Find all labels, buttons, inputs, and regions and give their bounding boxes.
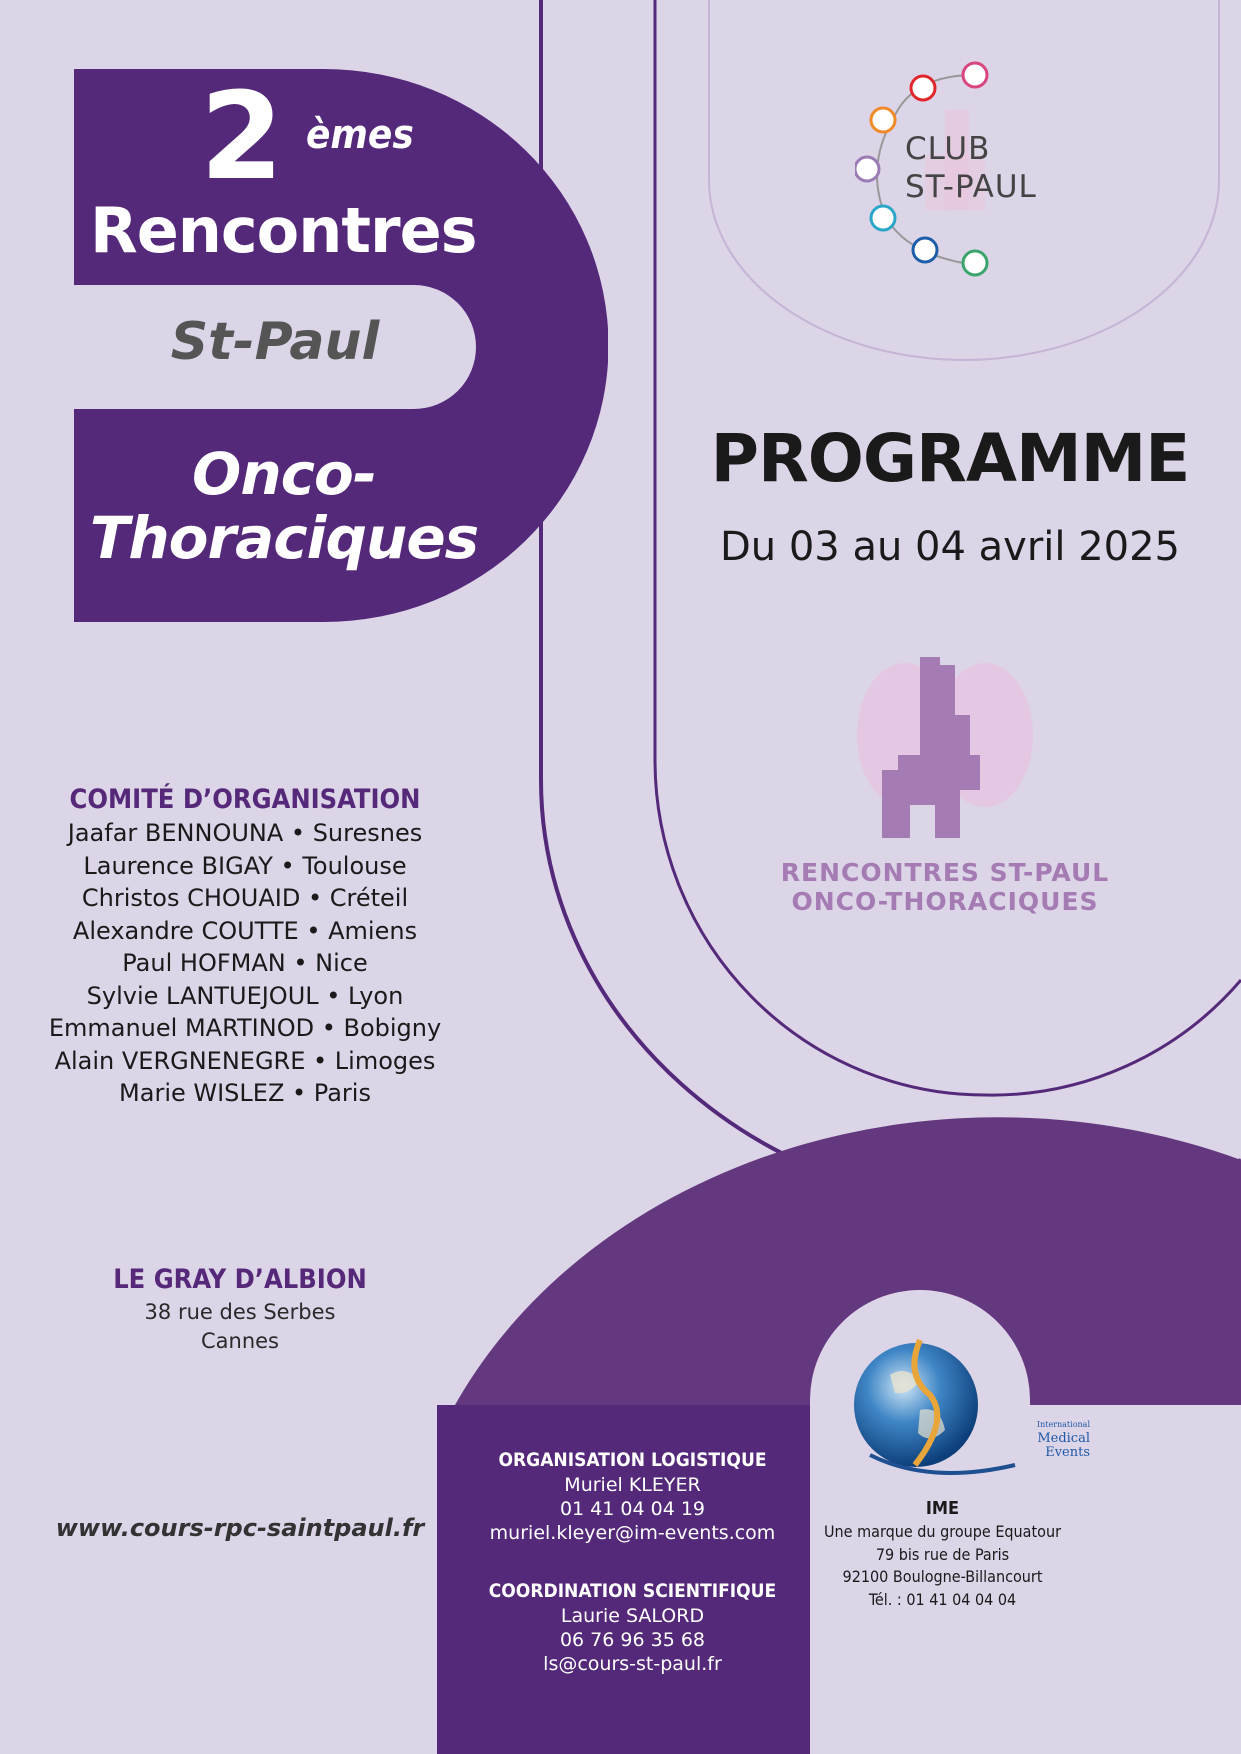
- comite-member: Christos CHOUAID • Créteil: [81, 884, 409, 912]
- ime-line4: Tél. : 01 41 04 04 04: [868, 1589, 1017, 1609]
- comite-member: Jaafar BENNOUNA • Suresnes: [67, 819, 423, 847]
- comite-member: Marie WISLEZ • Paris: [119, 1079, 371, 1107]
- event-logo-line2: ONCO-THORACIQUES: [791, 887, 1099, 916]
- programme-title: PROGRAMME: [710, 420, 1190, 497]
- ime-address: [810, 1497, 1075, 1611]
- ime-line1: Une marque du groupe Equatour: [824, 1522, 1061, 1541]
- stomach-icon: [963, 63, 987, 87]
- title-onco-thoraciques: [74, 442, 494, 570]
- comite-member: Sylvie LANTUEJOUL • Lyon: [86, 981, 404, 1010]
- venue: [40, 1262, 440, 1356]
- club-name: [905, 130, 1037, 206]
- brain-icon: [913, 238, 937, 262]
- venue-city: Cannes: [200, 1329, 279, 1353]
- globe-icon: [850, 1335, 1025, 1485]
- wave-icon: [963, 251, 987, 275]
- comite-member: Laurence BIGAY • Toulouse: [83, 851, 407, 880]
- coordination-email[interactable]: ls@cours-st-paul.fr: [543, 1653, 722, 1675]
- ime-logo-text: [960, 1418, 1090, 1460]
- comite-member: Alain VERGNENEGRE • Limoges: [54, 1046, 436, 1075]
- club-line1: CLUB: [905, 131, 991, 167]
- logistique-title: ORGANISATION LOGISTIQUE: [498, 1449, 767, 1471]
- coordination-phone: 06 76 96 35 68: [559, 1629, 706, 1651]
- liver-icon: [871, 206, 895, 230]
- blood-drop-icon: [911, 76, 935, 100]
- title-st-paul: St-Paul: [170, 312, 380, 372]
- ime-logo-line3: Events: [1045, 1445, 1090, 1460]
- title-rencontres: Rencontres: [90, 194, 477, 267]
- ime-title: IME: [925, 1498, 960, 1519]
- comite-member: Alexandre COUTTE • Amiens: [72, 916, 418, 945]
- breast-icon: [871, 108, 895, 132]
- programme-date: Du 03 au 04 avril 2025: [719, 524, 1181, 570]
- ime-line3: 92100 Boulogne-Billancourt: [842, 1567, 1043, 1586]
- coordination-title: COORDINATION SCIENTIFIQUE: [488, 1580, 777, 1602]
- lung-icon: [855, 157, 879, 181]
- comite-member: Emmanuel MARTINOD • Bobigny: [48, 1014, 442, 1042]
- venue-street: 38 rue des Serbes: [144, 1300, 336, 1324]
- logistique-email[interactable]: muriel.kleyer@im-events.com: [489, 1522, 776, 1544]
- logistique-name: Muriel KLEYER: [564, 1474, 701, 1496]
- logistique-phone: 01 41 04 04 19: [559, 1498, 706, 1520]
- ime-logo-line1: International: [1036, 1420, 1090, 1429]
- venue-name: LE GRAY D’ALBION: [113, 1264, 367, 1295]
- comite-title: COMITÉ D’ORGANISATION: [69, 784, 421, 815]
- title-onco: Onco-: [192, 440, 376, 508]
- contacts: [440, 1448, 825, 1676]
- event-logo-text: [740, 858, 1150, 916]
- coordination-name: Laurie SALORD: [560, 1605, 705, 1627]
- tower-lungs-icon: [850, 655, 1040, 840]
- title-number: 2: [200, 68, 280, 207]
- comite-organisation: [30, 783, 460, 1110]
- comite-member: Paul HOFMAN • Nice: [122, 949, 368, 977]
- ime-logo-line2: Medical: [1037, 1431, 1090, 1446]
- title-thoraciques: Thoraciques: [89, 504, 479, 572]
- website-link[interactable]: www.cours-rpc-saintpaul.fr: [55, 1514, 425, 1542]
- club-line2: ST-PAUL: [905, 169, 1037, 205]
- event-logo-line1: RENCONTRES ST-PAUL: [780, 858, 1110, 887]
- ime-line2: 79 bis rue de Paris: [875, 1544, 1010, 1564]
- title-superscript: èmes: [306, 112, 414, 158]
